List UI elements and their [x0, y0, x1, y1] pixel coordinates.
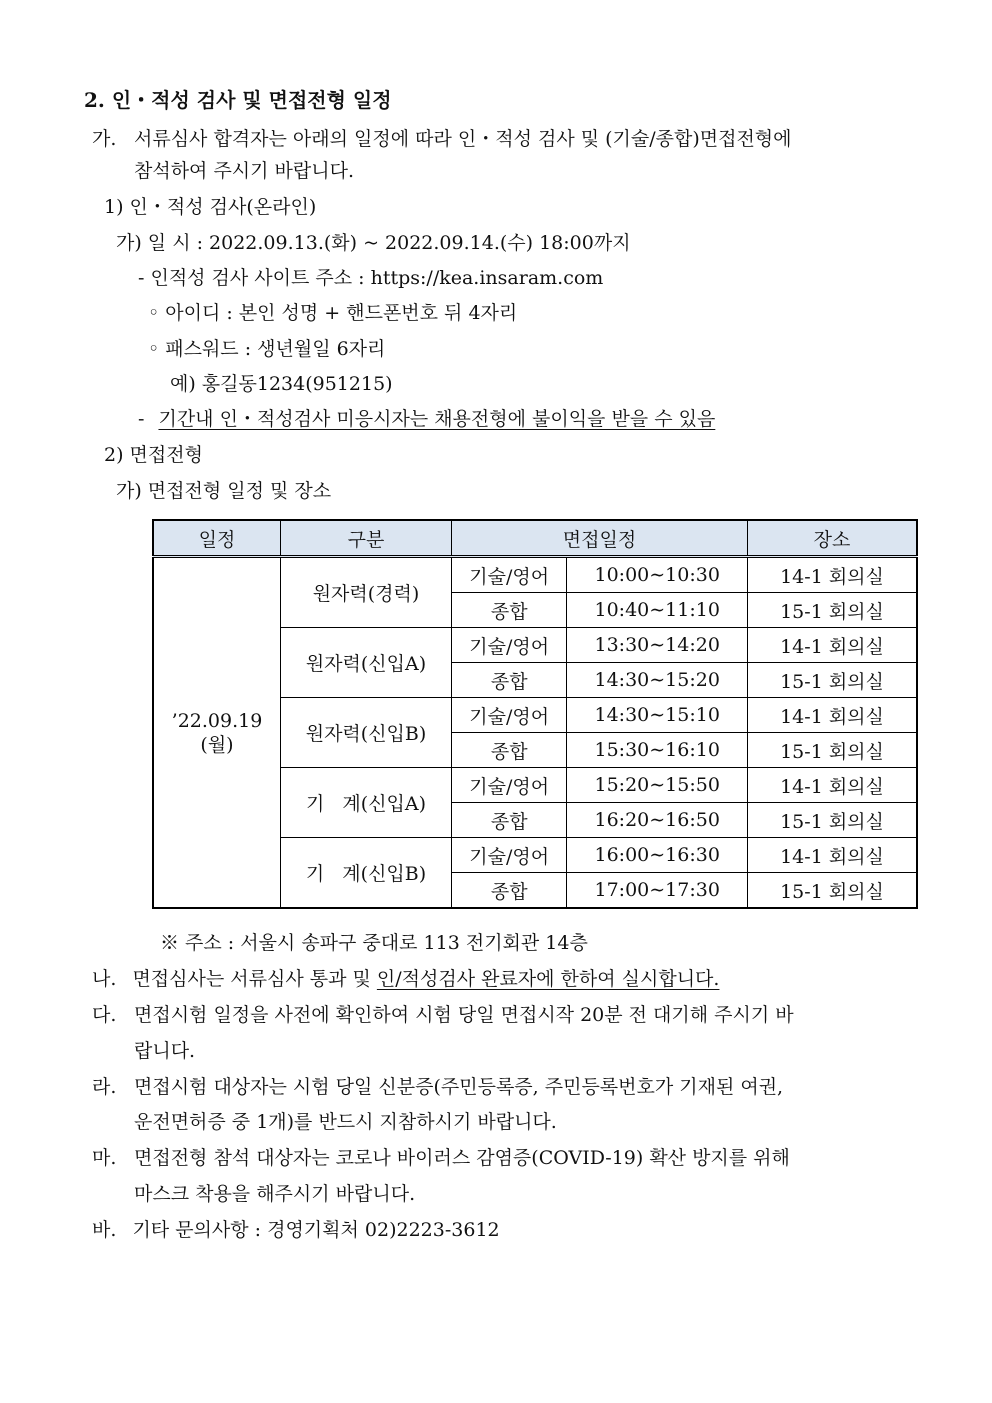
category-cell: 원자력(신입B) [281, 698, 452, 768]
header-interview-time: 면접일정 [452, 520, 748, 557]
section2-subtitle: 가) 면접전형 일정 및 장소 [116, 480, 332, 502]
interview-place-cell: 14-1 회의실 [748, 838, 918, 873]
item-na-text: 면접심사는 서류심사 통과 및 [132, 968, 377, 990]
interview-type-cell: 종합 [452, 663, 567, 698]
item-da-marker: 다. [92, 1004, 117, 1026]
interview-time-cell: 17:00∼17:30 [567, 873, 748, 909]
interview-place-cell: 15-1 회의실 [748, 663, 918, 698]
item-ga-line1 [92, 126, 922, 152]
section1-warning-line [138, 406, 715, 432]
interview-type-cell: 종합 [452, 873, 567, 909]
item-ga-line2: 참석하여 주시기 바랍니다. [134, 160, 355, 182]
address-note: ※ 주소 : 서울시 송파구 중대로 113 전기회관 14층 [160, 932, 588, 954]
table-header-row [153, 520, 917, 557]
interview-type-cell: 기술/영어 [452, 628, 567, 663]
interview-type-cell: 기술/영어 [452, 768, 567, 803]
item-da-line2: 랍니다. [134, 1040, 196, 1062]
header-place: 장소 [748, 520, 918, 557]
item-na [92, 966, 719, 992]
interview-place-cell: 14-1 회의실 [748, 698, 918, 733]
table-row [153, 557, 917, 593]
interview-place-cell: 14-1 회의실 [748, 557, 918, 593]
item-ba-marker: 바. [92, 1219, 117, 1241]
interview-place-cell: 15-1 회의실 [748, 733, 918, 768]
interview-type-cell: 종합 [452, 803, 567, 838]
interview-time-cell: 16:20∼16:50 [567, 803, 748, 838]
item-ma-text: 면접전형 참석 대상자는 코로나 바이러스 감염증(COVID-19) 확산 방지를 위해 [134, 1147, 790, 1169]
section1-pw-line: ◦ 패스워드 : 생년월일 6자리 [148, 338, 386, 360]
interview-date: ’22.09.19 [171, 709, 263, 732]
warning-dash: - [138, 408, 145, 430]
section1-title: 1) 인・적성 검사(온라인) [104, 196, 317, 218]
interview-schedule-table [152, 519, 918, 909]
interview-place-cell: 14-1 회의실 [748, 768, 918, 803]
table-body [153, 557, 917, 909]
item-ba-text: 기타 문의사항 : 경영기획처 02)2223-3612 [132, 1219, 500, 1241]
category-cell: 원자력(신입A) [281, 628, 452, 698]
interview-place-cell: 14-1 회의실 [748, 628, 918, 663]
interview-time-cell: 15:20∼15:50 [567, 768, 748, 803]
section2-title: 2) 면접전형 [104, 444, 203, 466]
interview-time-cell: 14:30∼15:20 [567, 663, 748, 698]
interview-time-cell: 13:30∼14:20 [567, 628, 748, 663]
item-ga-marker: 가. [92, 128, 117, 150]
header-date: 일정 [153, 520, 281, 557]
interview-time-cell: 16:00∼16:30 [567, 838, 748, 873]
header-category: 구분 [281, 520, 452, 557]
interview-type-cell: 기술/영어 [452, 557, 567, 593]
section-heading: 2. 인・적성 검사 및 면접전형 일정 [84, 88, 392, 112]
interview-time-cell: 10:40∼11:10 [567, 593, 748, 628]
interview-time-cell: 14:30∼15:10 [567, 698, 748, 733]
interview-time-cell: 10:00∼10:30 [567, 557, 748, 593]
item-ba [92, 1217, 500, 1243]
item-ra-text: 면접시험 대상자는 시험 당일 신분증(주민등록증, 주민등록번호가 기재된 여권, [134, 1076, 784, 1098]
interview-type-cell: 기술/영어 [452, 698, 567, 733]
interview-day: (월) [200, 733, 234, 756]
item-ma-marker: 마. [92, 1147, 117, 1169]
item-da-line1 [92, 1002, 922, 1028]
section1-site-line: - 인적성 검사 사이트 주소 : https://kea.insaram.com [138, 267, 604, 289]
item-da-text: 면접시험 일정을 사전에 확인하여 시험 당일 면접시작 20분 전 대기해 주시기 바 [134, 1004, 794, 1026]
item-ra-line1 [92, 1074, 922, 1100]
section1-date-line: 가) 일 시 : 2022.09.13.(화) ~ 2022.09.14.(수) 18:00까지 [116, 232, 631, 254]
item-na-marker: 나. [92, 968, 117, 990]
section1-example-line: 예) 홍길동1234(951215) [170, 373, 393, 395]
interview-type-cell: 기술/영어 [452, 838, 567, 873]
item-ma-line1 [92, 1145, 922, 1171]
item-ra-marker: 라. [92, 1076, 117, 1098]
interview-type-cell: 종합 [452, 733, 567, 768]
category-cell: 기 계(신입B) [281, 838, 452, 909]
item-ma-line2: 마스크 착용을 해주시기 바랍니다. [134, 1183, 416, 1205]
item-na-underlined: 인/적성검사 완료자에 한하여 실시합니다. [376, 968, 720, 990]
warning-text: 기간내 인・적성검사 미응시자는 채용전형에 불이익을 받을 수 있음 [158, 408, 716, 430]
interview-time-cell: 15:30∼16:10 [567, 733, 748, 768]
interview-place-cell: 15-1 회의실 [748, 873, 918, 909]
item-ra-line2: 운전면허증 중 1개)를 반드시 지참하시기 바랍니다. [134, 1111, 557, 1133]
item-ga-text: 서류심사 합격자는 아래의 일정에 따라 인・적성 검사 및 (기술/종합)면접전형에 [134, 128, 792, 150]
category-cell: 기 계(신입A) [281, 768, 452, 838]
interview-place-cell: 15-1 회의실 [748, 593, 918, 628]
interview-type-cell: 종합 [452, 593, 567, 628]
category-cell: 원자력(경력) [281, 557, 452, 628]
interview-place-cell: 15-1 회의실 [748, 803, 918, 838]
section1-id-line: ◦ 아이디 : 본인 성명 + 핸드폰번호 뒤 4자리 [148, 302, 518, 324]
interview-date-cell [153, 557, 281, 909]
